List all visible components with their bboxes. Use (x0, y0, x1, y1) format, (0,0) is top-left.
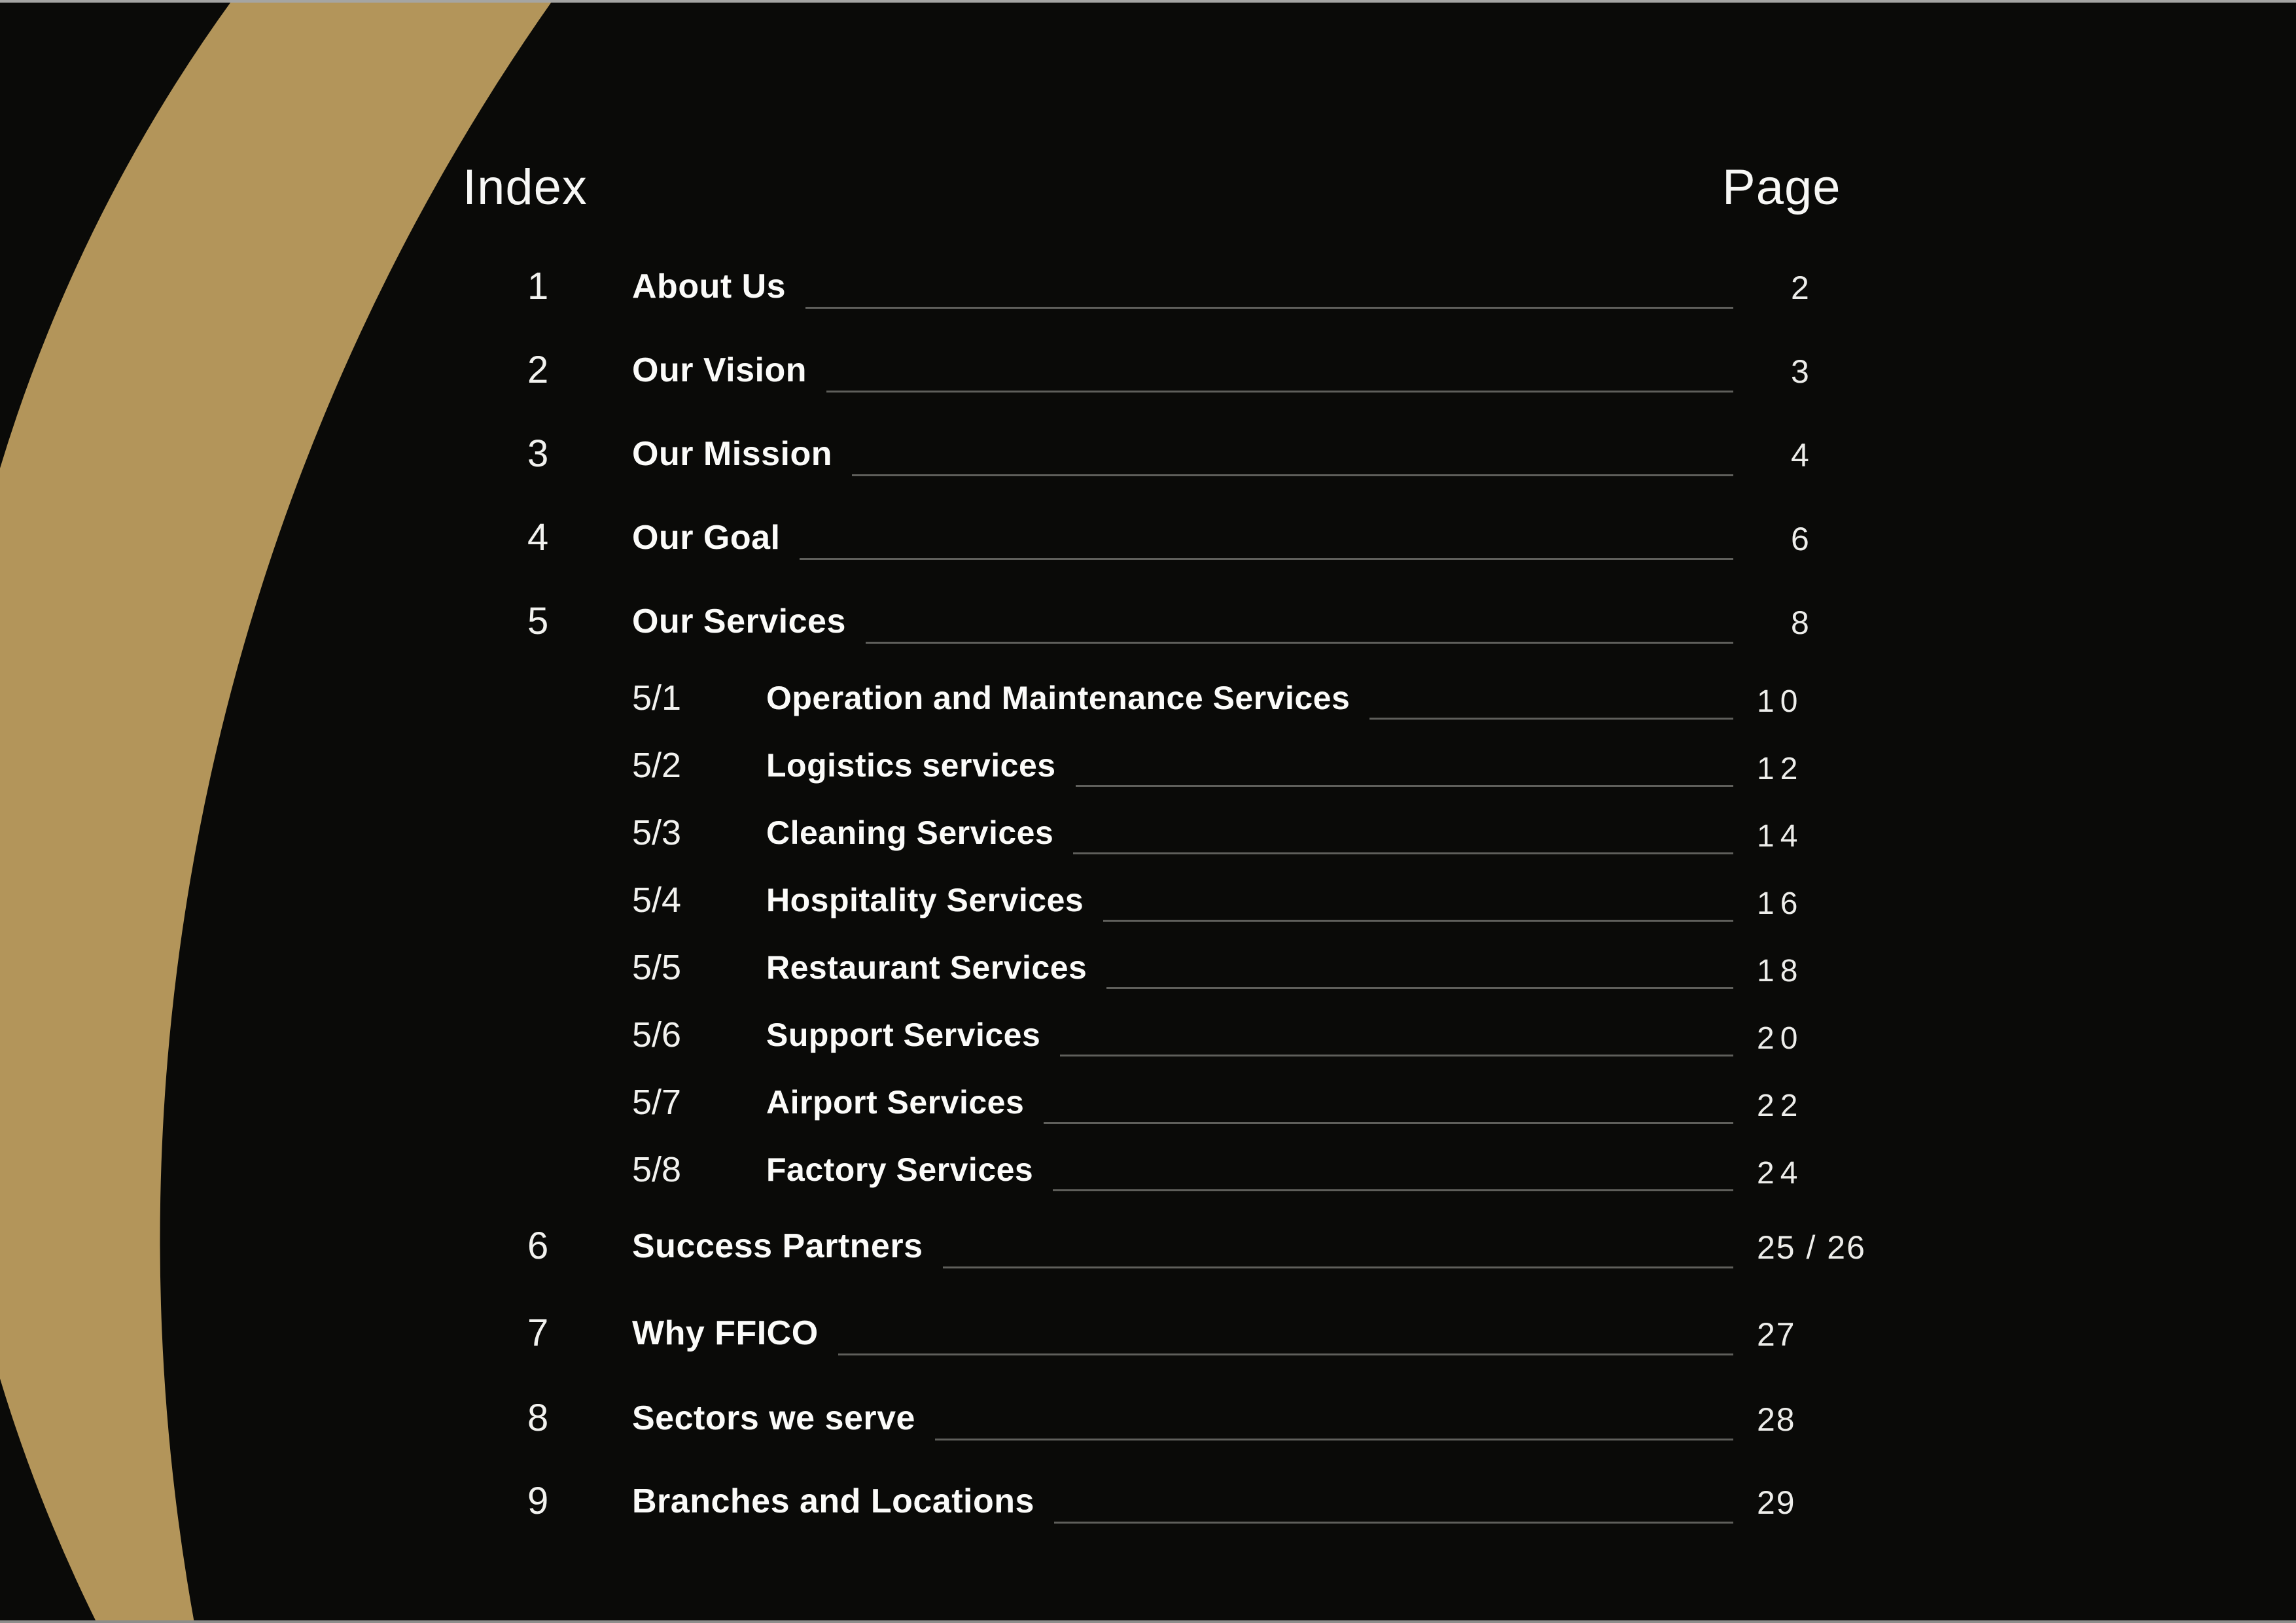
toc-item-number: 5/4 (632, 881, 682, 920)
toc-row-5-5 (0, 948, 2296, 991)
toc-row-5-4 (0, 881, 2296, 924)
toc-item-number: 5/8 (632, 1150, 682, 1189)
toc-row-5-1 (0, 678, 2296, 722)
leader-line (852, 474, 1733, 476)
toc-item-title: Logistics services (766, 747, 1056, 784)
leader-line (935, 1439, 1733, 1440)
toc-row-5-2 (0, 746, 2296, 789)
toc-item-number: 5/5 (632, 948, 682, 987)
toc-item-number: 1 (527, 265, 549, 307)
toc-item-number: 5/6 (632, 1015, 682, 1055)
toc-row-5-6 (0, 1015, 2296, 1058)
toc-row-6 (0, 1225, 2296, 1268)
toc-item-number: 7 (527, 1312, 549, 1354)
toc-item-number: 4 (527, 516, 549, 559)
leader-line (1060, 1055, 1733, 1056)
toc-item-number: 2 (527, 349, 549, 391)
toc-item-title: Restaurant Services (766, 949, 1087, 986)
toc-item-page-number: 25 / 26 (1757, 1229, 1866, 1266)
page-bottom-edge-line (0, 1620, 2296, 1623)
leader-line (866, 642, 1733, 644)
toc-row-5-7 (0, 1083, 2296, 1126)
toc-item-page-number: 3 (1791, 353, 1810, 390)
toc-item-title: Branches and Locations (632, 1482, 1034, 1520)
toc-item-title: Our Vision (632, 351, 807, 389)
toc-item-title: Support Services (766, 1017, 1041, 1053)
toc-item-page-number: 24 (1757, 1156, 1804, 1191)
toc-item-title: About Us (632, 268, 786, 305)
toc-item-number: 9 (527, 1480, 549, 1522)
toc-item-number: 5/3 (632, 813, 682, 852)
toc-item-title: Success Partners (632, 1227, 923, 1265)
toc-item-page-number: 10 (1757, 684, 1804, 719)
leader-line (1053, 1189, 1733, 1191)
leader-line (1054, 1522, 1733, 1524)
toc-item-title: Why FFICO (632, 1314, 819, 1352)
toc-row-5-8 (0, 1150, 2296, 1193)
toc-item-page-number: 14 (1757, 819, 1804, 854)
toc-row-4 (0, 517, 2296, 560)
leader-line (826, 391, 1733, 393)
leader-line (838, 1353, 1733, 1355)
toc-item-page-number: 27 (1757, 1316, 1796, 1353)
toc-item-title: Our Services (632, 602, 846, 640)
toc-item-number: 5/2 (632, 746, 682, 785)
toc-row-8 (0, 1397, 2296, 1440)
toc-item-page-number: 28 (1757, 1401, 1796, 1438)
toc-item-number: 5/1 (632, 678, 682, 718)
toc-item-title: Operation and Maintenance Services (766, 680, 1351, 716)
toc-item-number: 8 (527, 1397, 549, 1439)
toc-item-page-number: 29 (1757, 1484, 1796, 1521)
toc-item-number: 5/7 (632, 1083, 682, 1122)
toc-item-page-number: 6 (1791, 521, 1810, 557)
toc-item-title: Sectors we serve (632, 1399, 915, 1437)
leader-line (805, 307, 1733, 309)
toc-row-2 (0, 349, 2296, 393)
toc-item-title: Factory Services (766, 1151, 1034, 1188)
toc-item-page-number: 4 (1791, 437, 1810, 474)
toc-item-number: 5 (527, 600, 549, 642)
toc-row-9 (0, 1480, 2296, 1524)
index-heading: Index (463, 160, 588, 215)
toc-item-page-number: 2 (1791, 270, 1810, 306)
leader-line (1073, 852, 1733, 854)
toc-item-title: Cleaning Services (766, 814, 1054, 851)
toc-item-title: Hospitality Services (766, 882, 1084, 918)
toc-item-page-number: 22 (1757, 1089, 1804, 1123)
toc-row-5 (0, 601, 2296, 644)
toc-item-number: 3 (527, 432, 549, 475)
leader-line (1044, 1122, 1733, 1124)
toc-item-page-number: 8 (1791, 604, 1810, 641)
toc-item-title: Airport Services (766, 1084, 1025, 1121)
toc-item-page-number: 20 (1757, 1021, 1804, 1056)
page-top-edge-line (0, 0, 2296, 3)
toc-item-page-number: 18 (1757, 954, 1804, 988)
leader-line (800, 558, 1733, 560)
leader-line (1076, 785, 1733, 787)
toc-item-page-number: 16 (1757, 886, 1804, 921)
toc-item-title: Our Mission (632, 435, 832, 473)
toc-item-number: 6 (527, 1225, 549, 1267)
leader-line (1103, 920, 1733, 922)
leader-line (1369, 718, 1733, 720)
page-column-heading: Page (1722, 160, 1841, 215)
toc-item-title: Our Goal (632, 519, 781, 557)
toc-item-page-number: 12 (1757, 752, 1804, 786)
toc-row-7 (0, 1312, 2296, 1355)
toc-row-5-3 (0, 813, 2296, 856)
leader-line (1106, 987, 1733, 989)
toc-row-3 (0, 433, 2296, 476)
toc-row-1 (0, 266, 2296, 309)
leader-line (943, 1266, 1734, 1268)
